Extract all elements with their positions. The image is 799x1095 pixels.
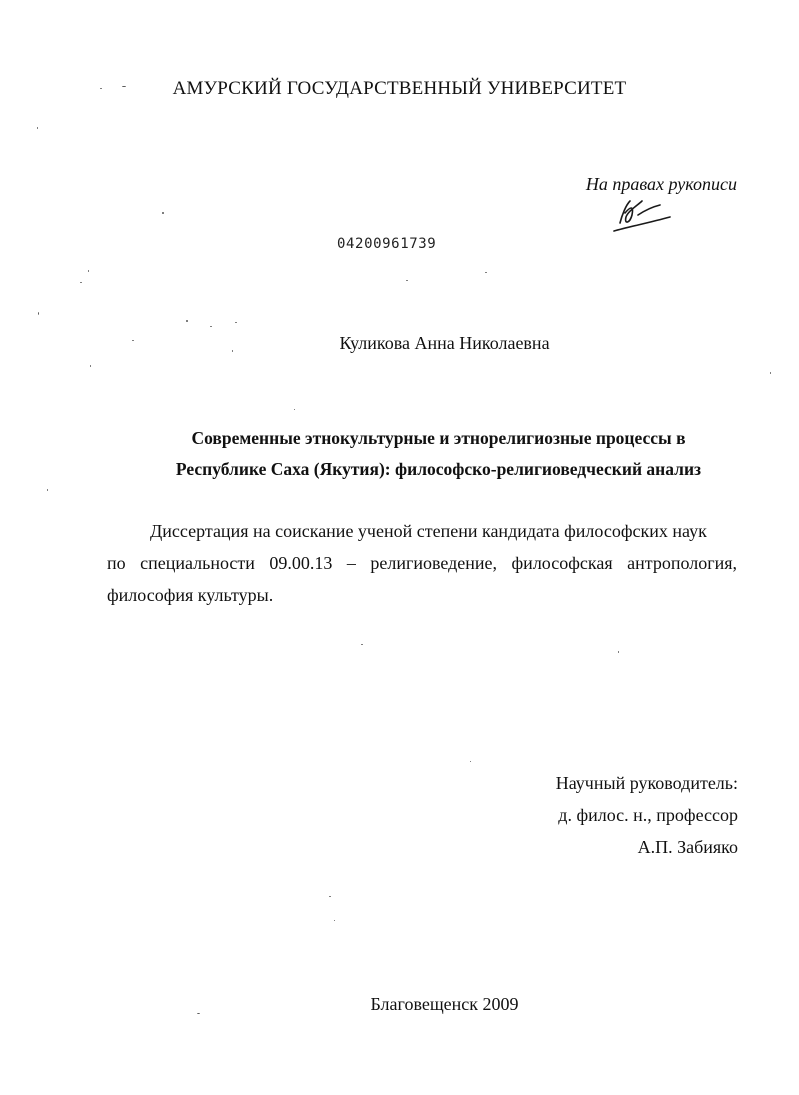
supervisor-name: А.П. Забияко bbox=[637, 837, 738, 857]
archive-number: 04200961739 bbox=[337, 236, 437, 252]
city-year: Благовещенск 2009 bbox=[370, 994, 519, 1014]
university-heading: АМУРСКИЙ ГОСУДАРСТВЕННЫЙ УНИВЕРСИТЕТ bbox=[172, 78, 627, 99]
description-line-2: по специальности 09.00.13 – религиоведение, философская антропология, bbox=[107, 553, 737, 573]
supervisor-degree: д. филос. н., профессор bbox=[558, 805, 738, 825]
dissertation-title-line-1: Современные этнокультурные и этнорелигиозные процессы в bbox=[191, 428, 686, 448]
handwritten-signature bbox=[608, 193, 678, 235]
supervisor-label: Научный руководитель: bbox=[555, 773, 738, 793]
description-line-3: философия культуры. bbox=[107, 585, 274, 605]
manuscript-note: На правах рукописи bbox=[585, 174, 737, 194]
author-name: Куликова Анна Николаевна bbox=[339, 333, 550, 353]
description-line-1: Диссертация на соискание ученой степени кандидата философских наук bbox=[150, 521, 707, 541]
dissertation-title-line-2: Республике Саха (Якутия): философско-религиоведческий анализ bbox=[175, 459, 702, 479]
